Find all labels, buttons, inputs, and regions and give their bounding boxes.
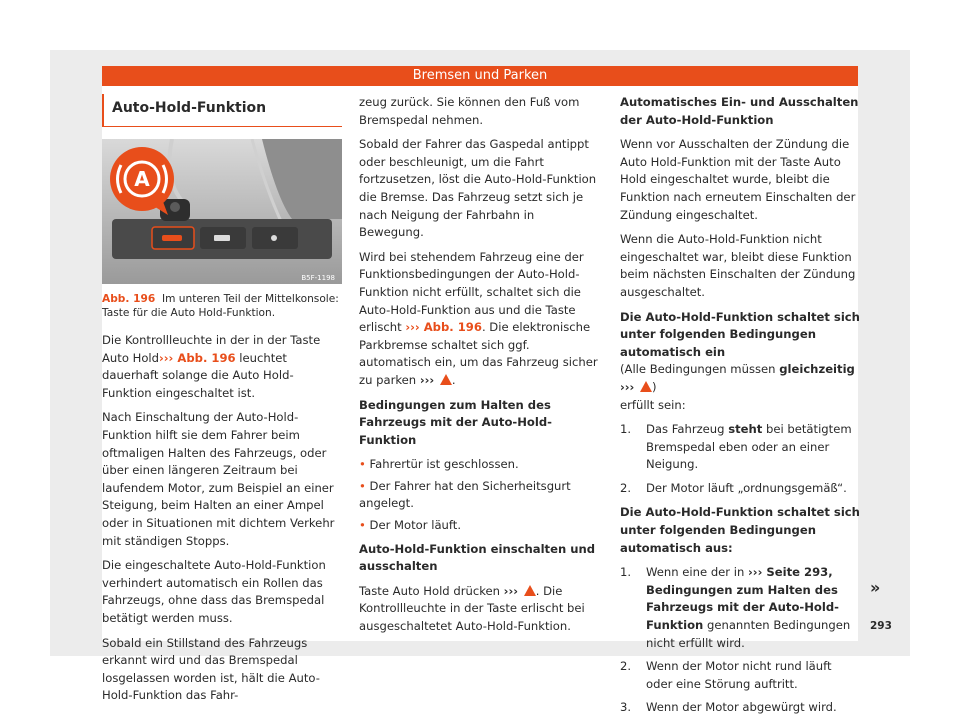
figure-link[interactable]: ››› Abb. 196 <box>405 320 482 335</box>
paragraph: Die eingeschaltete Auto-Hold-Funktion verhindert automatisch ein Rollen das Fahrzeugs, ohne dass das Bremspedal betätigt werden muss. <box>102 558 326 625</box>
column-3 <box>620 94 860 724</box>
paragraph: Sobald der Fahrer das Gaspedal antippt oder beschleunigt, um die Fahrt fortzusetzen, löst die Auto-Hold-Funktion die Bremse. Das Fahrzeug setzt sich je nach Neigung der Fahrbahn in Bewegung. <box>359 137 597 240</box>
paragraph: Sobald ein Stillstand des Fahrzeugs erkannt wird und das Bremspedal losgelassen worden ist, hält die Auto-Hold-Funktion das Fahr- <box>102 635 320 703</box>
subheading: Automatisches Ein- und Ausschalten der Auto-Hold-Funktion <box>620 95 859 127</box>
off-conditions-list <box>620 564 860 717</box>
page-link[interactable]: ››› Seite 293, Bedingungen zum Halten des Fahrzeugs mit der Auto-Hold-Funktion <box>646 565 839 633</box>
continue-marker: » <box>870 578 881 597</box>
paragraph: Wird bei stehendem Fahrzeug eine der Funktionsbedingungen der Auto-Hold-Funktion nicht erfüllt, schaltet sich die Auto-Hold-Funktion aus und die Taste erlischt ››› Abb. 196. Die elektronische Parkbremse schaltet sich ggf. automatisch ein, um das Fahrzeug sicher zu parken ››› . <box>359 249 598 387</box>
paragraph: Wenn die Auto-Hold-Funktion nicht eingeschaltet war, bleibt diese Funktion beim nächsten Einschalten der Zündung ausgeschaltet. <box>620 232 856 299</box>
page-number: 293 <box>870 620 892 632</box>
figure-caption: Abb. 196 Im unteren Teil der Mittelkonsole: Taste für die Auto Hold-Funktion. <box>102 293 339 319</box>
chapter-title: Bremsen und Parken <box>412 68 548 83</box>
section-title: Auto-Hold-Funktion <box>102 94 342 127</box>
subheading: Die Auto-Hold-Funktion schaltet sich unter folgenden Bedingungen automatisch aus: <box>620 505 860 555</box>
list-item: 3. Wenn der Motor abgewürgt wird. <box>620 700 837 715</box>
column-2 <box>359 94 601 643</box>
warning-icon[interactable] <box>524 585 536 596</box>
list-item: • Fahrertür ist geschlossen. <box>359 457 519 472</box>
warning-icon[interactable] <box>640 381 652 392</box>
list-item: • Der Fahrer hat den Sicherheitsgurt angelegt. <box>359 478 571 511</box>
subheading: Die Auto-Hold-Funktion schaltet sich unter folgenden Bedingungen automatisch ein (Alle Bedingungen müssen gleichzeitig ››› ) erfüllt sein: <box>620 309 860 412</box>
subheading: Bedingungen zum Halten des Fahrzeugs mit der Auto-Hold-Funktion <box>359 397 552 447</box>
column-1 <box>102 94 342 712</box>
paragraph: Wenn vor Ausschalten der Zündung die Auto Hold-Funktion mit der Taste Auto Hold eingeschaltet wurde, bleibt die Funktion nach erneutem Einschalten der Zündung eingeschaltet. <box>620 137 856 222</box>
figure-auto-hold <box>102 139 342 284</box>
chapter-header <box>102 66 858 86</box>
subheading: Auto-Hold-Funktion einschalten und ausschalten <box>359 541 596 574</box>
figure-link[interactable]: ››› Abb. 196 <box>159 350 236 365</box>
paragraph: Taste Auto Hold drücken ››› . Die Kontrollleuchte in der Taste erlischt bei ausgeschaltetet Auto-Hold-Funktion. <box>359 583 585 634</box>
conditions-list <box>359 456 601 534</box>
list-item: 2. Der Motor läuft „ordnungsgemäß“. <box>620 480 847 495</box>
paragraph: zeug zurück. Sie können den Fuß vom Bremspedal nehmen. <box>359 95 580 127</box>
warning-icon[interactable] <box>440 374 452 385</box>
list-item: • Der Motor läuft. <box>359 518 462 533</box>
paragraph: Die Kontrollleuchte in der in der Taste Auto Hold››› Abb. 196 leuchtet dauerhaft solange die Auto Hold-Funktion eingeschaltet ist. <box>102 333 321 400</box>
list-item: 2. Wenn der Motor nicht rund läuft oder eine Störung auftritt. <box>620 659 832 691</box>
figure-code: B5F-1198 <box>301 274 335 282</box>
list-item: 1. Wenn eine der in ››› Seite 293, Bedingungen zum Halten des Fahrzeugs mit der Auto-Hold-Funktion genannten Bedingungen nicht erfüllt wird. <box>620 565 851 650</box>
svg-text:A: A <box>134 167 150 191</box>
console-illustration <box>102 139 342 284</box>
list-item: 1. Das Fahrzeug steht bei betätigtem Bremspedal eben oder an einer Neigung. <box>620 422 852 472</box>
on-conditions-list <box>620 421 860 497</box>
paragraph: Nach Einschaltung der Auto-Hold-Funktion hilft sie dem Fahrer beim oftmaligen Halten des Fahrzeugs, oder über einen längeren Zeitraum bei laufendem Motor, zum Beispiel an einer Steigung, beim Halten an einer Ampel oder in Situationen mit dichtem Verkehr mit ständigen Stopps. <box>102 410 335 548</box>
